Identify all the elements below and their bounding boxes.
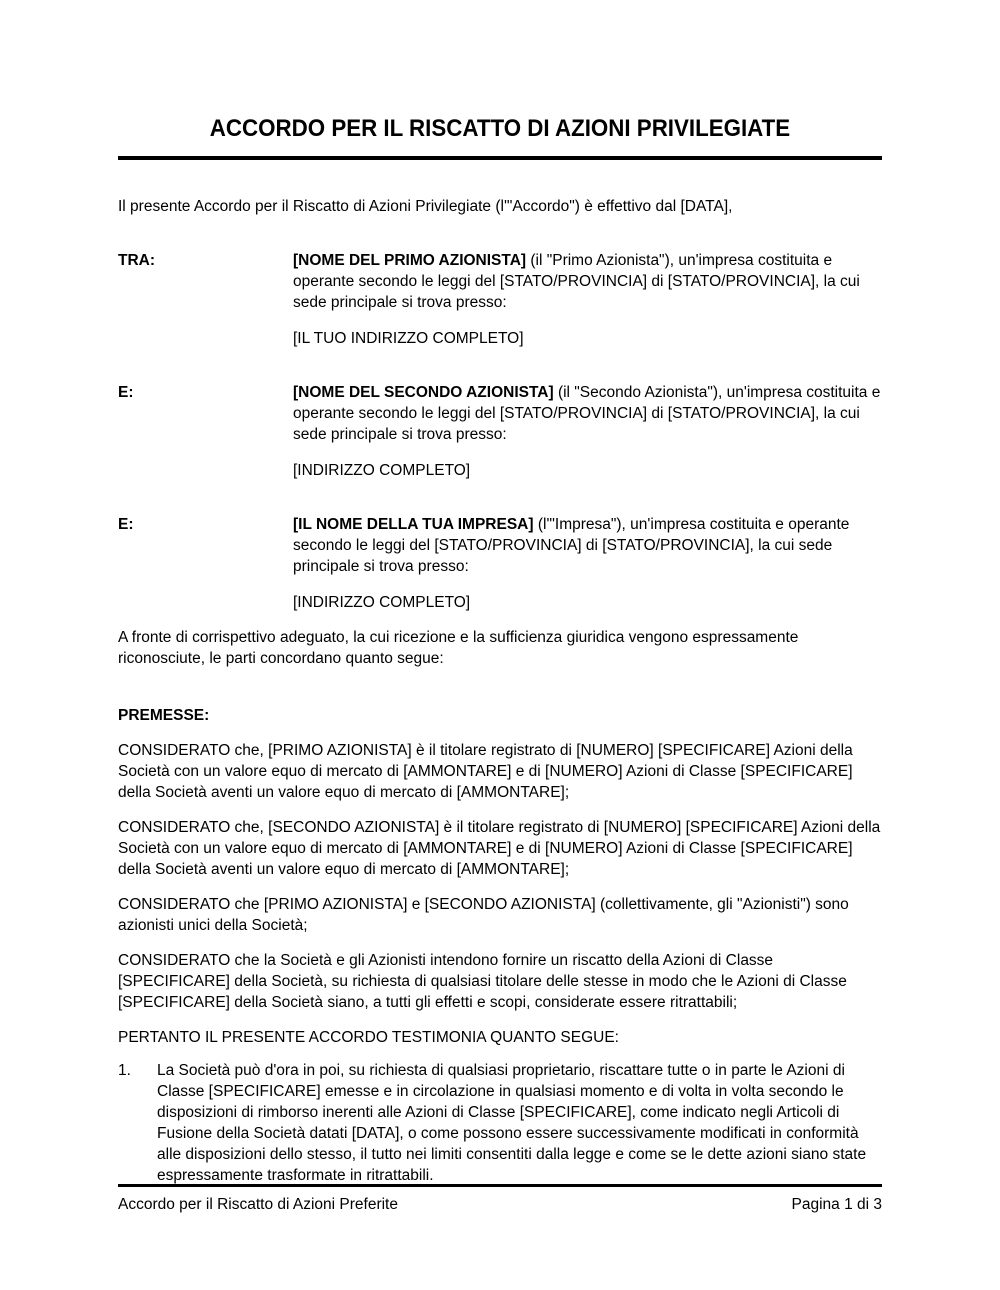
party-description: (il "Primo Azionista"), un'impresa costituita e operante secondo le leggi del [STATO/PROVINCIA] di [STATO/PROVINCIA], la cui sede principale si trova presso: (293, 252, 860, 311)
recital-paragraph-2: CONSIDERATO che, [SECONDO AZIONISTA] è il titolare registrato di [NUMERO] [SPECIFICARE] Azioni della Società con un valore equo di mercato di [AMMONTARE] e di [NUMERO] Azioni di Classe [SPECIFICARE] della Società aventi un valore equo di mercato di [AMMONTARE]; (118, 819, 881, 878)
party-block-e2 (118, 514, 882, 577)
footer-document-title: Accordo per il Riscatto di Azioni Preferite (118, 1196, 398, 1213)
party-details (293, 514, 882, 577)
party-label: TRA: (118, 252, 156, 269)
party-description: (l'"Impresa"), un'impresa costituita e operante secondo le leggi del [STATO/PROVINCIA] di [STATO/PROVINCIA], la cui sede principale si trova presso: (293, 516, 850, 575)
party-address: [IL TUO INDIRIZZO COMPLETO] (293, 330, 524, 347)
party-label: E: (118, 516, 134, 533)
intro-paragraph: Il presente Accordo per il Riscatto di Azioni Privilegiate (l'"Accordo") è effettivo dal [DATA], (118, 198, 733, 215)
party-details (293, 382, 882, 445)
party-name: [IL NOME DELLA TUA IMPRESA] (293, 516, 534, 533)
recital-paragraph-3: CONSIDERATO che [PRIMO AZIONISTA] e [SECONDO AZIONISTA] (collettivamente, gli "Azionisti") sono azionisti unici della Società; (118, 896, 849, 934)
clause-text: La Società può d'ora in poi, su richiesta di qualsiasi proprietario, riscattare tutte o in parte le Azioni di Classe [SPECIFICARE] emesse e in circolazione in qualsiasi momento e di volta in volta secondo le disposizioni di rimborso inerenti alle Azioni di Classe [SPECIFICARE], come indicato negli Articoli di Fusione della Società datati [DATA], o come possono essere successivamente modificati in conformità alle disposizioni dello stesso, il tutto nei limiti consentiti dalla legge e come se le dette azioni siano state espressamente trasformate in ritrattabili. (157, 1062, 867, 1184)
footer-page-number: Pagina 1 di 3 (791, 1196, 882, 1213)
consideration-paragraph: A fronte di corrispettivo adeguato, la cui ricezione e la sufficienza giuridica vengono espressamente riconosciute, le parti concordano quanto segue: (118, 629, 799, 667)
party-block-e1 (118, 382, 882, 445)
party-block-tra (118, 250, 882, 313)
title-rule (118, 156, 882, 160)
clause-item-1 (118, 1060, 882, 1186)
document-content (118, 114, 882, 1186)
page-title: ACCORDO PER IL RISCATTO DI AZIONI PRIVILEGIATE (209, 115, 791, 142)
party-name: [NOME DEL SECONDO AZIONISTA] (293, 384, 554, 401)
party-details (293, 250, 882, 313)
pertanto-line: PERTANTO IL PRESENTE ACCORDO TESTIMONIA QUANTO SEGUE: (118, 1029, 619, 1046)
premesse-heading: PREMESSE: (118, 707, 210, 724)
party-address: [INDIRIZZO COMPLETO] (293, 462, 471, 479)
party-label: E: (118, 384, 134, 401)
clause-number: 1. (118, 1062, 131, 1079)
party-address: [INDIRIZZO COMPLETO] (293, 594, 471, 611)
recital-paragraph-4: CONSIDERATO che la Società e gli Azionisti intendono fornire un riscatto della Azioni di Classe [SPECIFICARE] della Società, su richiesta di qualsiasi titolare delle stesse in modo che le Azioni di Classe [SPECIFICARE] della Società siano, a tutti gli effetti e scopi, considerate essere ritrattabili; (118, 952, 847, 1011)
recital-paragraph-1: CONSIDERATO che, [PRIMO AZIONISTA] è il titolare registrato di [NUMERO] [SPECIFICARE] Azioni della Società con un valore equo di mercato di [AMMONTARE] e di [NUMERO] Azioni di Classe [SPECIFICARE] della Società aventi un valore equo di mercato di [AMMONTARE]; (118, 742, 853, 801)
footer (118, 1184, 882, 1215)
party-name: [NOME DEL PRIMO AZIONISTA] (293, 252, 527, 269)
party-description: (il "Secondo Azionista"), un'impresa costituita e operante secondo le leggi del [STATO/PROVINCIA] di [STATO/PROVINCIA], la cui sede principale si trova presso: (293, 384, 881, 443)
